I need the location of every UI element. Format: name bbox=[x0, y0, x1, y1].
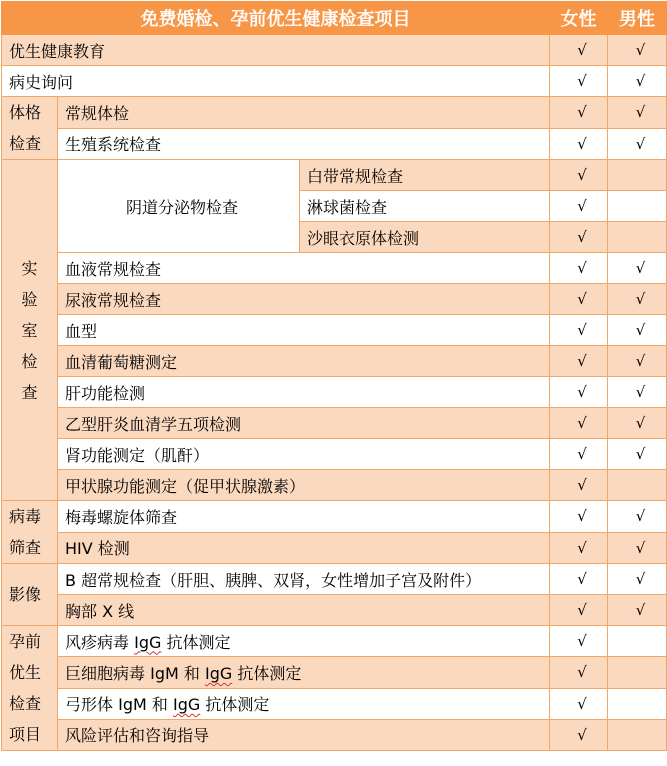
female-column-header: 女性 bbox=[550, 2, 608, 35]
category-text: 病毒 bbox=[9, 507, 42, 526]
table-row bbox=[2, 532, 667, 564]
row-label: 风疹病毒 IgG 抗体测定 bbox=[58, 626, 550, 657]
category-prepregnancy bbox=[2, 626, 58, 751]
male-check: √ bbox=[608, 595, 667, 626]
female-check: √ bbox=[550, 160, 608, 191]
female-check: √ bbox=[550, 97, 608, 129]
female-check: √ bbox=[550, 719, 608, 750]
male-empty bbox=[608, 160, 667, 191]
male-check: √ bbox=[608, 97, 667, 129]
female-check: √ bbox=[550, 315, 608, 346]
male-check: √ bbox=[608, 35, 667, 66]
table-row bbox=[2, 688, 667, 719]
table-row bbox=[2, 97, 667, 129]
category-text: 项目 bbox=[9, 725, 42, 744]
exam-items-table bbox=[1, 1, 667, 751]
female-check: √ bbox=[550, 408, 608, 439]
table-row bbox=[2, 719, 667, 750]
row-label: 优生健康教育 bbox=[2, 35, 550, 66]
row-label: 甲状腺功能测定（促甲状腺激素） bbox=[58, 470, 550, 501]
category-physical bbox=[2, 97, 58, 160]
row-label: 常规体检 bbox=[58, 97, 550, 129]
table-row bbox=[2, 377, 667, 408]
female-check: √ bbox=[550, 128, 608, 160]
female-check: √ bbox=[550, 688, 608, 719]
row-label: 白带常规检查 bbox=[300, 160, 550, 191]
table-row bbox=[2, 128, 667, 160]
category-text: 检查 bbox=[9, 694, 42, 713]
table-row bbox=[2, 253, 667, 284]
igg-term: IgG bbox=[134, 632, 162, 652]
igg-term: IgG bbox=[204, 663, 233, 683]
category-lab bbox=[2, 160, 58, 501]
female-check: √ bbox=[550, 501, 608, 533]
row-label: 风险评估和咨询指导 bbox=[58, 719, 550, 750]
male-check: √ bbox=[608, 501, 667, 533]
male-check: √ bbox=[608, 284, 667, 315]
female-check: √ bbox=[550, 564, 608, 595]
row-label: 胸部 X 线 bbox=[58, 595, 550, 626]
male-check: √ bbox=[608, 564, 667, 595]
male-column-header: 男性 bbox=[608, 2, 667, 35]
category-text: 体格 bbox=[9, 103, 42, 122]
table-title: 免费婚检、孕前优生健康检查项目 bbox=[2, 2, 550, 35]
male-empty bbox=[608, 719, 667, 750]
row-label: 肝功能检测 bbox=[58, 377, 550, 408]
table-row bbox=[2, 439, 667, 470]
category-text: 室 bbox=[21, 320, 38, 340]
category-text: 查 bbox=[21, 382, 38, 402]
table-header bbox=[2, 2, 667, 35]
category-text: 优生 bbox=[9, 663, 42, 682]
female-check: √ bbox=[550, 626, 608, 657]
table-row bbox=[2, 595, 667, 626]
row-label: 血型 bbox=[58, 315, 550, 346]
row-label: 肾功能测定（肌酐） bbox=[58, 439, 550, 470]
table-row bbox=[2, 35, 667, 66]
table-row bbox=[2, 470, 667, 501]
female-check: √ bbox=[550, 377, 608, 408]
category-text: 检查 bbox=[9, 134, 42, 153]
female-check: √ bbox=[550, 470, 608, 501]
row-label: HIV 检测 bbox=[58, 532, 550, 564]
female-check: √ bbox=[550, 532, 608, 564]
male-empty bbox=[608, 657, 667, 688]
row-label: 弓形体 IgM 和 IgG 抗体测定 bbox=[58, 688, 550, 719]
female-check: √ bbox=[550, 657, 608, 688]
female-check: √ bbox=[550, 595, 608, 626]
female-check: √ bbox=[550, 253, 608, 284]
row-label: 梅毒螺旋体筛查 bbox=[58, 501, 550, 533]
category-text: 孕前 bbox=[9, 632, 42, 651]
female-check: √ bbox=[550, 191, 608, 222]
row-label: 淋球菌检查 bbox=[300, 191, 550, 222]
table-row bbox=[2, 315, 667, 346]
category-text: 实 bbox=[21, 258, 38, 278]
category-text: 筛查 bbox=[9, 538, 42, 557]
male-empty bbox=[608, 688, 667, 719]
category-virus bbox=[2, 501, 58, 564]
male-check: √ bbox=[608, 346, 667, 377]
male-check: √ bbox=[608, 439, 667, 470]
female-check: √ bbox=[550, 284, 608, 315]
male-empty bbox=[608, 191, 667, 222]
category-text: 检 bbox=[21, 351, 38, 371]
male-empty bbox=[608, 222, 667, 253]
table-row bbox=[2, 66, 667, 97]
vaginal-secretion-label: 阴道分泌物检查 bbox=[58, 160, 300, 253]
row-label: 乙型肝炎血清学五项检测 bbox=[58, 408, 550, 439]
category-text: 验 bbox=[21, 289, 38, 309]
male-check: √ bbox=[608, 377, 667, 408]
female-check: √ bbox=[550, 346, 608, 377]
row-label: B 超常规检查（肝胆、胰脾、双肾，女性增加子宫及附件） bbox=[58, 564, 550, 595]
male-check: √ bbox=[608, 315, 667, 346]
table-row bbox=[2, 657, 667, 688]
table-row bbox=[2, 346, 667, 377]
category-imaging: 影像 bbox=[2, 564, 58, 626]
male-check: √ bbox=[608, 128, 667, 160]
male-check: √ bbox=[608, 253, 667, 284]
table-row bbox=[2, 626, 667, 657]
female-check: √ bbox=[550, 439, 608, 470]
table-row bbox=[2, 160, 667, 191]
row-label: 沙眼衣原体检测 bbox=[300, 222, 550, 253]
table-row bbox=[2, 564, 667, 595]
table-row bbox=[2, 408, 667, 439]
male-empty bbox=[608, 470, 667, 501]
female-check: √ bbox=[550, 222, 608, 253]
female-check: √ bbox=[550, 35, 608, 66]
row-label: 血液常规检查 bbox=[58, 253, 550, 284]
table-row bbox=[2, 501, 667, 533]
row-label: 尿液常规检查 bbox=[58, 284, 550, 315]
row-label: 巨细胞病毒 IgM 和 IgG 抗体测定 bbox=[58, 657, 550, 688]
female-check: √ bbox=[550, 66, 608, 97]
male-check: √ bbox=[608, 408, 667, 439]
row-label: 病史询问 bbox=[2, 66, 550, 97]
male-check: √ bbox=[608, 532, 667, 564]
table-row bbox=[2, 284, 667, 315]
male-check: √ bbox=[608, 66, 667, 97]
male-empty bbox=[608, 626, 667, 657]
row-label: 血清葡萄糖测定 bbox=[58, 346, 550, 377]
igg-term: IgG bbox=[172, 695, 201, 715]
row-label: 生殖系统检查 bbox=[58, 128, 550, 160]
